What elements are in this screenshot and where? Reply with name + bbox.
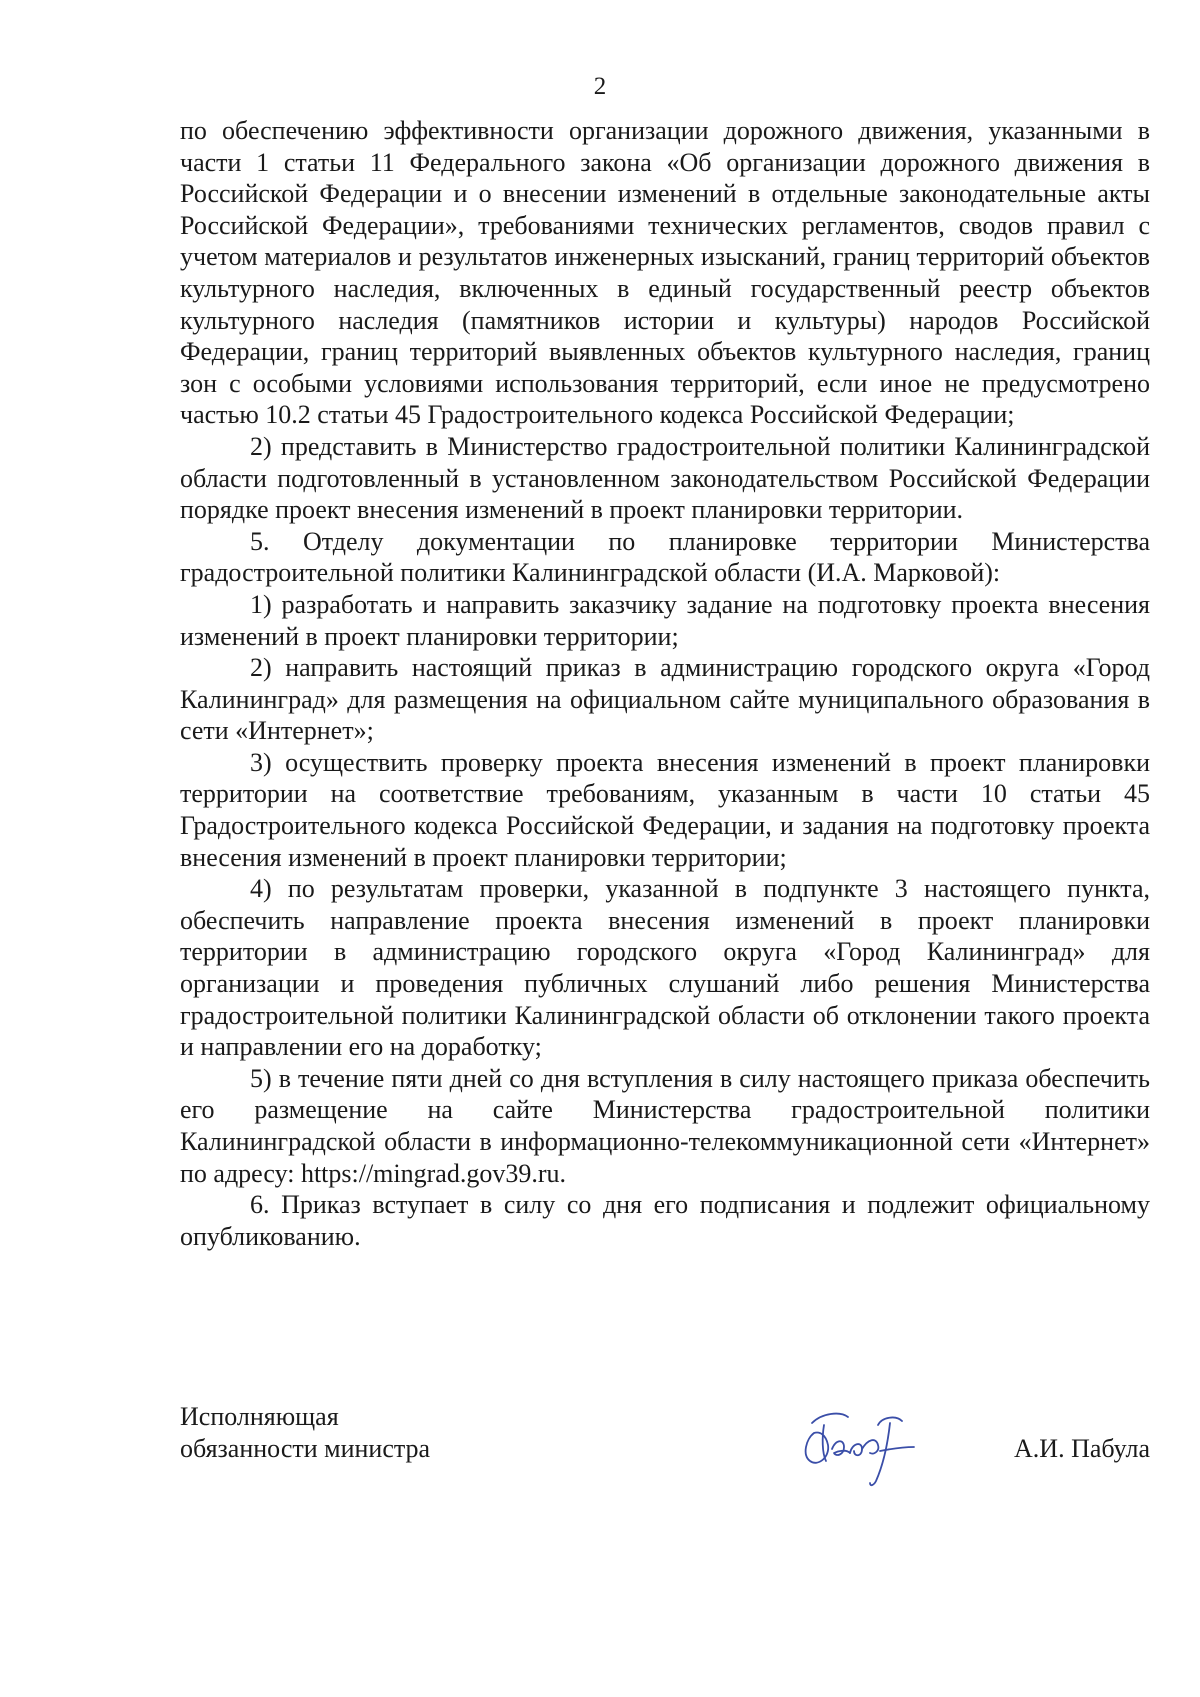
paragraph: 5. Отделу документации по планировке территории Министерства градостроительной политики Калининградской области (И.А. Марковой): [180,526,1150,588]
paragraph: 3) осуществить проверку проекта внесения изменений в проект планировки территории на соответствие требованиям, указанным в части 10 статьи 45 Градостроительного кодекса Российской Федерации, и задания на подготовку проекта внесения изменений в проект планировки территории; [180,747,1150,872]
page-number: 2 [593,73,607,100]
paragraph: 6. Приказ вступает в силу со дня его подписания и подлежит официальному опубликованию. [180,1190,1150,1251]
paragraph: 2) направить настоящий приказ в администрацию городского округа «Город Калининград» для размещения на официальном сайте муниципального образования в сети «Интернет»; [180,653,1150,746]
paragraph: 5) в течение пяти дней со дня вступления в силу настоящего приказа обеспечить его размещение на сайте Министерства градостроительной политики Калининградской области в информационно-телекоммуникационной сети «Интернет» по адресу: https://mingrad.gov39.ru. [180,1063,1150,1188]
signature-block [180,1401,1150,1501]
paragraph: по обеспечению эффективности организации дорожного движения, указанными в части 1 статьи 11 Федерального закона «Об организации дорожного движения в Российской Федерации и о внесении изменений в отдельные законодательные акты Российской Федерации», требованиями технических регламентов, сводов правил с учетом материалов и результатов инженерных изысканий, границ территорий объектов культурного наследия, включенных в единый государственный реестр объектов культурного наследия (памятников истории и культуры) народов Российской Федерации, границ территорий выявленных объектов культурного наследия, границ зон с особыми условиями использования территорий, если иное не предусмотрено частью 10.2 статьи 45 Градостроительного кодекса Российской Федерации; [180,116,1150,430]
paragraph: 4) по результатам проверки, указанной в подпункте 3 настоящего пункта, обеспечить направление проекта внесения изменений в проект планировки территории в администрацию городского округа «Город Калининград» для организации и проведения публичных слушаний либо решения Министерства градостроительной политики Калининградской области об отклонении такого проекта и направлении его на доработку; [180,874,1150,1062]
handwritten-signature [792,1395,922,1495]
paragraph: 1) разработать и направить заказчику задание на подготовку проекта внесения изменений в проект планировки территории; [180,589,1150,651]
document-body [180,115,1150,1252]
paragraph: 2) представить в Министерство градостроительной политики Калининградской области подготовленный в установленном законодательством Российской Федерации порядке проект внесения изменений в проект планировки территории. [180,431,1150,525]
signatory-name: А.И. Пабула [1014,1434,1150,1463]
signatory-title [180,1401,430,1465]
signatory-title-line: Исполняющая [180,1402,339,1431]
signatory-title-line: обязанности министра [180,1434,431,1463]
